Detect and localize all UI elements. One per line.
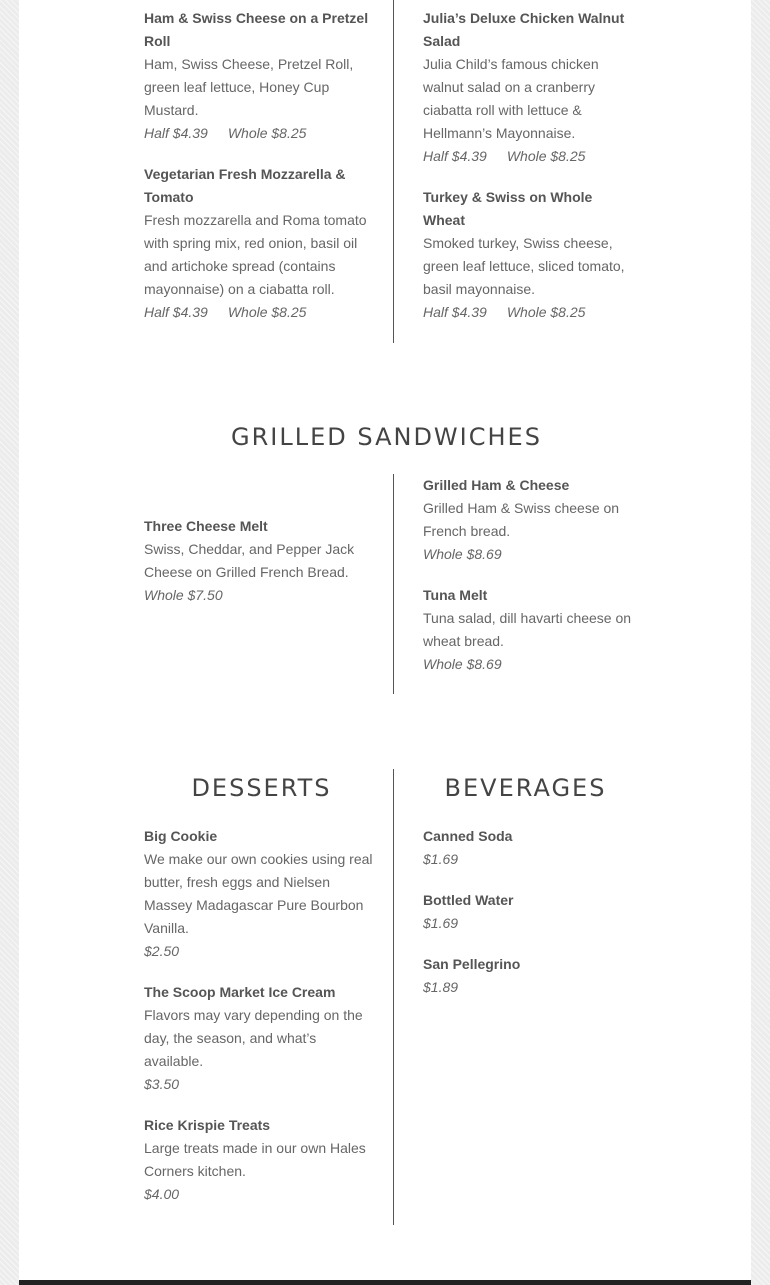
menu-item <box>423 953 633 999</box>
menu-item <box>423 186 633 324</box>
item-price: $1.69 <box>423 915 459 931</box>
item-description: We make our own cookies using real butter, fresh eggs and Nielsen Massey Madagascar Pure Bourbon Vanilla. <box>144 851 373 936</box>
item-name: Julia’s Deluxe Chicken Walnut Salad <box>423 10 625 49</box>
menu-item <box>423 889 633 935</box>
item-description: Swiss, Cheddar, and Pepper Jack Cheese on Grilled French Bread. <box>144 541 355 580</box>
menu-item <box>144 1114 379 1206</box>
menu-item <box>144 163 379 324</box>
item-price <box>144 301 379 324</box>
sandwiches-left-column <box>144 7 379 342</box>
item-name: Turkey & Swiss on Whole Wheat <box>423 189 593 228</box>
grilled-right-column <box>423 474 633 694</box>
menu-item <box>144 515 379 607</box>
half-price: Half $4.39 <box>423 148 487 164</box>
menu-item <box>144 7 379 145</box>
item-description: Smoked turkey, Swiss cheese, green leaf lettuce, sliced tomato, basil mayonnaise. <box>423 235 625 297</box>
item-price: $1.69 <box>423 851 459 867</box>
beverages-heading: BEVERAGES <box>444 774 607 802</box>
column-divider <box>393 474 394 694</box>
menu-item <box>423 584 633 676</box>
item-name: Canned Soda <box>423 828 513 844</box>
sandwiches-right-column <box>423 7 633 342</box>
item-price <box>423 301 633 324</box>
item-description: Julia Child’s famous chicken walnut salad on a cranberry ciabatta roll with lettuce & Hellmann’s Mayonnaise. <box>423 56 599 141</box>
grilled-sandwiches-heading: GRILLED SANDWICHES <box>231 423 542 451</box>
item-description: Grilled Ham & Swiss cheese on French bread. <box>423 500 620 539</box>
menu-item <box>423 825 633 871</box>
item-name: Big Cookie <box>144 828 218 844</box>
item-description: Ham, Swiss Cheese, Pretzel Roll, green leaf lettuce, Honey Cup Mustard. <box>144 56 354 118</box>
menu-item <box>423 7 633 168</box>
item-description: Tuna salad, dill havarti cheese on wheat bread. <box>423 610 632 649</box>
item-name: Bottled Water <box>423 892 514 908</box>
item-name: San Pellegrino <box>423 956 521 972</box>
item-price: $4.00 <box>144 1186 180 1202</box>
item-price: $1.89 <box>423 979 459 995</box>
item-name: Ham & Swiss Cheese on a Pretzel Roll <box>144 10 369 49</box>
grilled-left-column <box>144 515 379 625</box>
item-name: Grilled Ham & Cheese <box>423 477 570 493</box>
desserts-column <box>144 825 379 1224</box>
item-price: $2.50 <box>144 943 180 959</box>
item-name: Three Cheese Melt <box>144 518 268 534</box>
item-price <box>144 122 379 145</box>
item-name: Rice Krispie Treats <box>144 1117 271 1133</box>
whole-price: Whole $8.25 <box>227 304 307 320</box>
half-price: Half $4.39 <box>423 304 487 320</box>
whole-price: Whole $8.25 <box>506 148 586 164</box>
menu-item <box>144 825 379 963</box>
half-price: Half $4.39 <box>144 304 208 320</box>
item-name: The Scoop Market Ice Cream <box>144 984 336 1000</box>
half-price: Half $4.39 <box>144 125 208 141</box>
item-name: Vegetarian Fresh Mozzarella & Tomato <box>144 166 346 205</box>
footer-bar <box>19 1280 751 1285</box>
menu-item <box>423 474 633 566</box>
beverages-column <box>423 825 633 1017</box>
column-divider <box>393 0 394 343</box>
item-price: Whole $7.50 <box>144 587 223 603</box>
item-description: Flavors may vary depending on the day, the season, and what’s available. <box>144 1007 363 1069</box>
item-description: Fresh mozzarella and Roma tomato with spring mix, red onion, basil oil and artichoke spread (contains mayonnaise) on a ciabatta roll. <box>144 212 367 297</box>
desserts-heading: DESSERTS <box>191 774 332 802</box>
whole-price: Whole $8.25 <box>506 304 586 320</box>
item-price <box>423 145 633 168</box>
item-price: Whole $8.69 <box>423 656 502 672</box>
item-price: Whole $8.69 <box>423 546 502 562</box>
menu-item <box>144 981 379 1096</box>
menu-page <box>19 0 751 1280</box>
column-divider <box>393 769 394 1225</box>
whole-price: Whole $8.25 <box>227 125 307 141</box>
item-description: Large treats made in our own Hales Corners kitchen. <box>144 1140 366 1179</box>
item-price: $3.50 <box>144 1076 180 1092</box>
item-name: Tuna Melt <box>423 587 488 603</box>
